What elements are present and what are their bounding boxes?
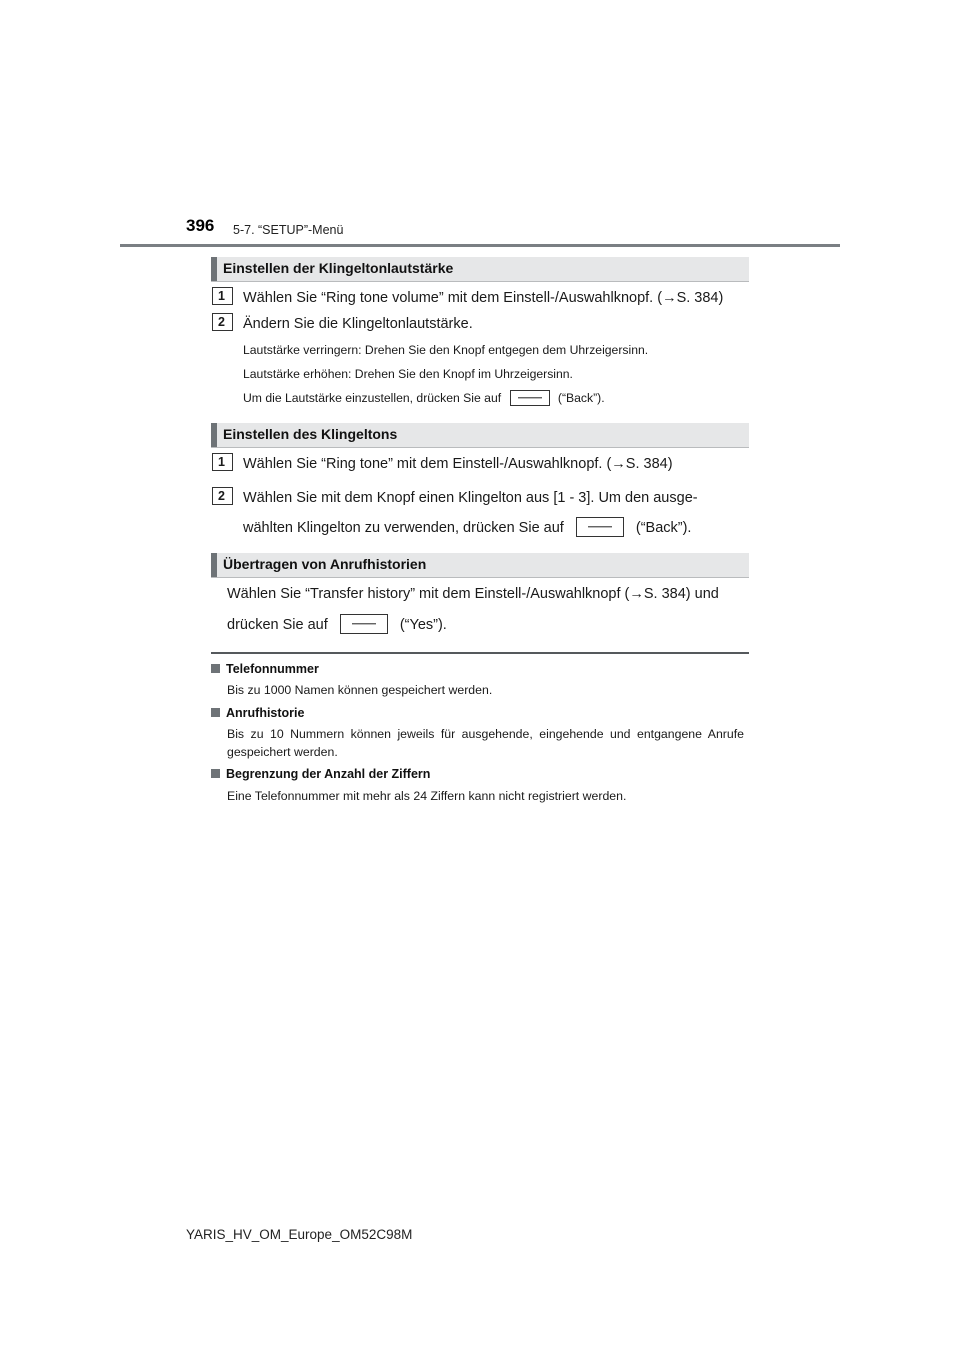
note-text: Um die Lautstärke einzustellen, drücken Sie auf [243, 391, 502, 406]
section-title: Einstellen des Klingeltons [223, 426, 398, 442]
yes-button-icon [340, 614, 388, 634]
section-accent [211, 257, 217, 281]
section-divider [211, 652, 749, 654]
step-text: Wählen Sie “Ring tone volume” mit dem Einstell-/Auswahlknopf. (→S. 384) [243, 290, 724, 306]
page-number: 396 [186, 216, 215, 235]
chapter-title: 5-7. “SETUP”-Menü [233, 223, 344, 237]
step-text: Ändern Sie die Klingeltonlautstärke. [243, 316, 473, 332]
body-text: (“Yes”). [399, 617, 447, 633]
square-bullet-icon [211, 664, 220, 673]
info-heading: Begrenzung der Anzahl der Ziffern [211, 767, 430, 781]
info-heading: Telefonnummer [211, 662, 319, 676]
step-text: wählten Klingelton zu verwenden, drücken Sie auf [243, 520, 564, 536]
section-header-transfer-history [211, 553, 749, 578]
note-text: (“Back”). [557, 391, 605, 406]
square-bullet-icon [211, 708, 220, 717]
info-heading: Anrufhistorie [211, 706, 304, 720]
step-number-badge: 1 [212, 453, 233, 471]
body-text: drücken Sie auf [227, 617, 328, 633]
info-body: Bis zu 1000 Namen können gespeichert werden. [227, 683, 493, 697]
step-text: Wählen Sie mit dem Knopf einen Klingelton aus [1 - 3]. Um den ausge- [243, 490, 698, 506]
section-accent [211, 553, 217, 577]
info-body: Bis zu 10 Nummern können jeweils für ausgehende, eingehende und entgangene Anrufe gespeichert werden. [227, 727, 744, 759]
body-text: Wählen Sie “Transfer history” mit dem Einstell-/Auswahlknopf (→S. 384) und [227, 586, 719, 602]
note-text: Lautstärke verringern: Drehen Sie den Knopf entgegen dem Uhrzeigersinn. [243, 343, 649, 357]
back-button-icon [576, 517, 624, 537]
back-button-icon [510, 390, 550, 406]
note-with-key [243, 390, 605, 408]
step-text: Wählen Sie “Ring tone” mit dem Einstell-/Auswahlknopf. (→S. 384) [243, 456, 673, 472]
step-number-badge: 2 [212, 487, 233, 505]
body-text-with-key [227, 609, 749, 641]
section-title: Einstellen der Klingeltonlautstärke [223, 260, 454, 276]
square-bullet-icon [211, 769, 220, 778]
section-header-ringtone-volume [211, 257, 749, 282]
step-text-continued [243, 512, 749, 544]
info-body: Eine Telefonnummer mit mehr als 24 Ziffern kann nicht registriert werden. [227, 789, 627, 803]
header-divider [120, 244, 840, 247]
step-number-badge: 2 [212, 313, 233, 331]
step-text: (“Back”). [635, 520, 692, 536]
section-header-ringtone [211, 423, 749, 448]
note-text: Lautstärke erhöhen: Drehen Sie den Knopf im Uhrzeigersinn. [243, 367, 573, 381]
section-accent [211, 423, 217, 447]
document-footer: YARIS_HV_OM_Europe_OM52C98M [186, 1227, 413, 1242]
step-number-badge: 1 [212, 287, 233, 305]
section-title: Übertragen von Anrufhistorien [223, 556, 427, 572]
